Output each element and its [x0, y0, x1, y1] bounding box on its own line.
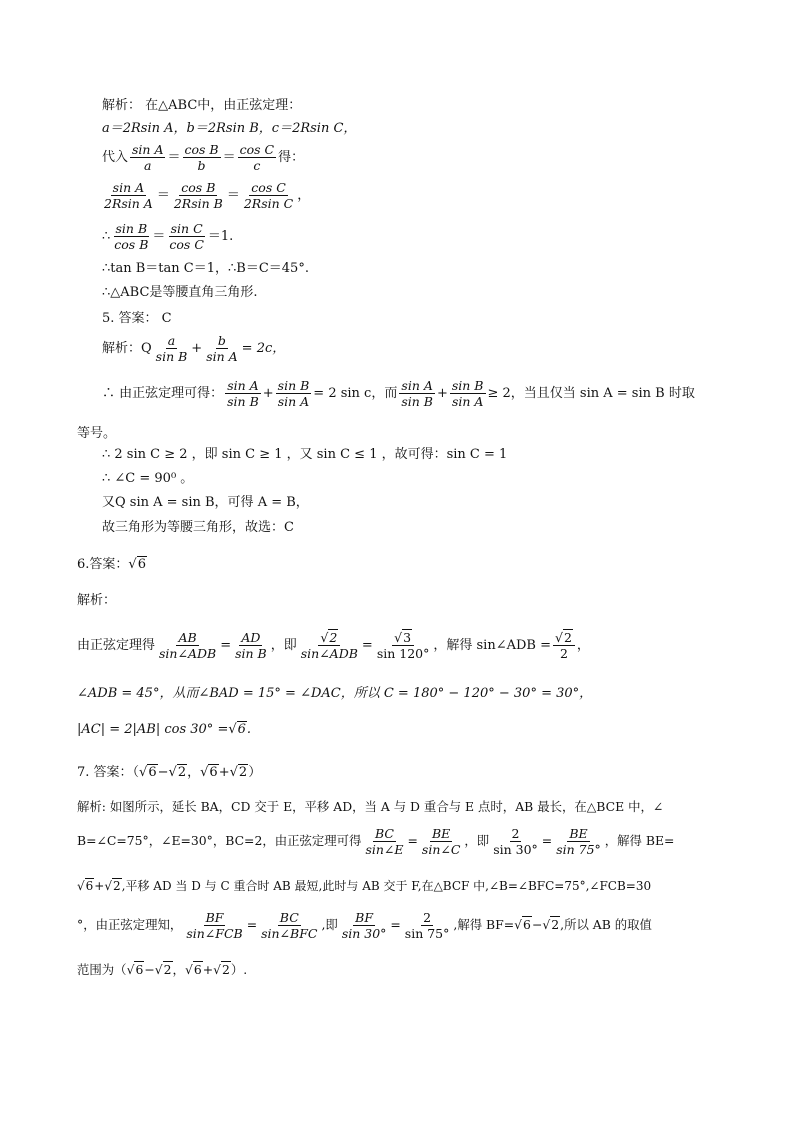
eq: =	[220, 638, 232, 653]
den: sin B	[401, 394, 433, 409]
text: ≥ 2，当且仅当 sin A = sin B 时取	[487, 386, 695, 401]
num: √2	[553, 630, 575, 646]
den: sin∠FCB	[186, 926, 243, 941]
eq: =	[361, 638, 373, 653]
eq: =	[541, 833, 553, 848]
num: BE	[569, 826, 588, 841]
den: cos B	[114, 237, 149, 252]
sqrt-icon: √	[213, 962, 222, 977]
den: cos C	[169, 237, 204, 252]
p4-line-3	[102, 142, 304, 173]
fraction	[450, 378, 486, 409]
p4-line-2: a＝2Rsin A，b＝2Rsin B，c＝2Rsin C，	[102, 121, 357, 136]
den: 2Rsin B	[173, 196, 223, 211]
sqrt-icon: √	[200, 765, 209, 780]
p7-line-5	[77, 962, 247, 978]
fraction	[130, 142, 165, 173]
fraction	[233, 630, 269, 661]
fraction	[553, 630, 575, 661]
den: sin A	[277, 394, 310, 409]
radicand: 6	[135, 962, 144, 977]
sqrt-icon: √	[514, 917, 523, 932]
num: sin A	[132, 142, 164, 157]
sqrt-icon: √	[154, 962, 163, 977]
sqrt-icon: √	[184, 962, 193, 977]
den: 2	[559, 646, 568, 661]
text: ）.	[230, 962, 248, 977]
num: BC	[279, 910, 299, 925]
minus: −	[157, 765, 169, 780]
sqrt	[228, 721, 247, 737]
fraction	[554, 826, 603, 857]
p5-line-2	[102, 378, 695, 409]
fraction	[276, 378, 312, 409]
text: .	[246, 722, 252, 737]
fraction	[375, 630, 432, 661]
plus: +	[191, 341, 203, 356]
plus: +	[262, 386, 274, 401]
text: ，即	[270, 638, 297, 653]
den: sin 120°	[376, 646, 430, 661]
radicand: 2	[551, 917, 560, 932]
den: 2Rsin C	[243, 196, 294, 211]
p5-line-5: ∴ ∠C = 90⁰ 。	[102, 471, 194, 486]
sqrt-icon: √	[228, 722, 237, 737]
num: BC	[374, 826, 394, 841]
radicand: 6	[237, 722, 246, 737]
fraction	[183, 142, 221, 173]
radicand: 2	[329, 630, 338, 645]
text: ，	[297, 188, 311, 203]
plus: +	[94, 879, 105, 893]
den: sin∠C	[421, 842, 461, 857]
p7-line-4	[77, 910, 652, 941]
eq: ＝	[167, 150, 181, 165]
p6-analysis: 解析：	[77, 593, 117, 608]
radicand: 2	[113, 879, 121, 893]
fraction	[491, 826, 540, 857]
sqrt-icon: √	[126, 962, 135, 977]
p5-line-3: 等号。	[77, 426, 117, 441]
den: sin∠BFC	[261, 926, 318, 941]
den: sin∠ADB	[300, 646, 358, 661]
fraction	[172, 180, 225, 211]
den: sin 30°	[341, 926, 387, 941]
radicand: 6	[193, 962, 202, 977]
num: √3	[392, 630, 414, 646]
sqrt	[128, 556, 147, 572]
fraction	[112, 221, 150, 252]
radicand: 2	[563, 630, 572, 645]
p5-answer: 5. 答案： C	[102, 311, 172, 326]
p6-line-1	[77, 630, 590, 661]
comma: ，	[172, 962, 185, 977]
radicand: 2	[163, 962, 172, 977]
num: √2	[318, 630, 340, 646]
radicand: 6	[148, 765, 157, 780]
sqrt-icon: √	[128, 557, 137, 572]
fraction	[154, 333, 190, 364]
p4-line-4	[100, 180, 310, 211]
p7-line-2	[77, 826, 674, 857]
eq: ＝	[222, 150, 236, 165]
sqrt-icon: √	[104, 879, 113, 893]
radicand: 6	[85, 879, 94, 893]
p7-line-1: 解析: 如图所示，延长 BA，CD 交于 E，平移 AD，当 A 与 D 重合与 E 点时，AB 最长，在△BCE 中，∠	[77, 799, 664, 814]
text: = 2 sin c，而	[313, 386, 398, 401]
p7-line-3	[77, 878, 651, 894]
p4-line-7: ∴△ABC是等腰直角三角形.	[102, 285, 258, 300]
text: ,平移 AD 当 D 与 C 重合时 AB 最短,此时与 AB 交于 F,在△BCF 中,∠B=∠BFC=75°,∠FCB=30	[121, 879, 652, 893]
fraction	[184, 910, 244, 941]
minus: −	[531, 917, 543, 932]
num: sin A	[401, 378, 433, 393]
num: sin A	[227, 378, 259, 393]
den: sin 75°	[556, 842, 601, 857]
den: sin∠E	[365, 842, 404, 857]
num: BF	[205, 910, 224, 925]
num: 2	[423, 910, 432, 925]
num: 2	[511, 826, 520, 841]
eq: =	[390, 917, 401, 932]
num: cos B	[181, 180, 216, 195]
eq: ＝	[152, 229, 166, 244]
text: ,解得 BF=	[453, 917, 515, 932]
den: sin∠ADB	[159, 646, 217, 661]
radicand: 6	[523, 917, 531, 932]
p4-line-5	[102, 221, 233, 252]
p6-line-3	[77, 722, 251, 738]
text: ,所以 AB 的取值	[560, 917, 652, 932]
text: ）	[248, 765, 262, 780]
fraction	[399, 378, 435, 409]
text: 解析：Q	[102, 341, 152, 356]
num: BF	[355, 910, 374, 925]
radicand: 2	[238, 765, 248, 780]
fraction	[259, 910, 319, 941]
text: ，解得 BE=	[604, 833, 675, 848]
fraction	[242, 180, 295, 211]
den: sin B	[227, 394, 259, 409]
radicand: 2	[177, 765, 187, 780]
num: AD	[241, 630, 261, 645]
den: sin A	[206, 349, 238, 364]
eq: ＝	[226, 188, 240, 203]
den: b	[197, 158, 206, 173]
text: |AC| = 2|AB| cos 30° =	[77, 722, 229, 737]
sqrt-icon: √	[139, 765, 148, 780]
den: sin A	[451, 394, 484, 409]
text: ，	[576, 638, 590, 653]
p5-line-7: 故三角形为等腰三角形，故选：C	[102, 520, 294, 535]
plus: +	[202, 962, 214, 977]
text: 范围为（	[77, 962, 127, 977]
num: sin B	[277, 378, 310, 393]
fraction	[363, 826, 405, 857]
text: ＝1.	[207, 229, 234, 244]
p4-line-6: ∴tan B＝tan C＝1，∴B＝C＝45°.	[102, 261, 309, 276]
text: °，由正弦定理知，	[77, 917, 183, 932]
eq: =	[407, 833, 418, 848]
minus: −	[144, 962, 155, 977]
p6-answer	[77, 557, 147, 573]
text: 得：	[278, 150, 305, 165]
sqrt-icon: √	[168, 765, 177, 780]
sqrt-icon: √	[229, 765, 238, 780]
num: sin C	[170, 221, 203, 236]
eq: ＝	[156, 188, 170, 203]
p5-analysis	[102, 333, 285, 364]
p5-line-6: 又Q sin A = sin B，可得 A = B，	[102, 495, 309, 510]
den: sin 30°	[493, 842, 538, 857]
text: 6.答案：	[77, 557, 129, 572]
num: AB	[178, 630, 197, 645]
p7-answer	[77, 765, 261, 781]
radicand: 6	[209, 765, 218, 780]
den: c	[253, 158, 261, 173]
text: ，解得 sin∠ADB =	[433, 638, 551, 653]
num: sin B	[115, 221, 148, 236]
fraction	[403, 910, 452, 941]
text: B=∠C=75°，∠E=30°，BC=2，由正弦定理可得	[77, 833, 362, 848]
plus: +	[218, 765, 230, 780]
fraction	[340, 910, 389, 941]
plus: +	[436, 386, 448, 401]
radicand: 3	[403, 630, 412, 645]
den: sin B	[155, 349, 188, 364]
fraction	[420, 826, 463, 857]
num: sin B	[451, 378, 484, 393]
p5-line-4: ∴ 2 sin C ≥ 2 ，即 sin C ≥ 1 ，又 sin C ≤ 1 ，故可得：sin C = 1	[102, 447, 508, 462]
num: cos C	[239, 142, 275, 157]
den: 2Rsin A	[104, 196, 153, 211]
text: 7. 答案：（	[77, 765, 140, 780]
sqrt-icon: √	[77, 879, 85, 893]
sqrt-icon: √	[542, 917, 551, 932]
den: sin B	[235, 646, 267, 661]
p6-line-2: ∠ADB = 45°，从而∠BAD = 15° = ∠DAC，所以 C = 180° − 120° − 30° = 30°，	[77, 686, 593, 701]
fraction	[102, 180, 155, 211]
num: BE	[432, 826, 451, 841]
num: sin A	[112, 180, 145, 195]
fraction	[299, 630, 360, 661]
fraction	[225, 378, 261, 409]
eq: =	[246, 917, 258, 932]
text: ，即	[464, 833, 490, 848]
text: 代入	[102, 150, 129, 165]
text: ∴ 由正弦定理可得：	[102, 386, 224, 401]
p4-line-1: 解析： 在△ABC中，由正弦定理：	[102, 98, 302, 113]
den: a	[144, 158, 152, 173]
den: sin 75°	[404, 926, 450, 941]
fraction	[204, 333, 239, 364]
radicand: 2	[222, 962, 230, 977]
text: ,即	[321, 917, 338, 932]
num: b	[217, 333, 226, 348]
num: cos B	[184, 142, 219, 157]
text: = 2c，	[241, 341, 286, 356]
therefore-icon: ∴	[102, 229, 111, 244]
num: cos C	[251, 180, 286, 195]
fraction	[167, 221, 205, 252]
fraction	[238, 142, 276, 173]
text: 由正弦定理得	[77, 638, 156, 653]
comma: ，	[187, 765, 201, 780]
num: a	[167, 333, 176, 348]
fraction	[157, 630, 218, 661]
radicand: 6	[137, 557, 146, 572]
